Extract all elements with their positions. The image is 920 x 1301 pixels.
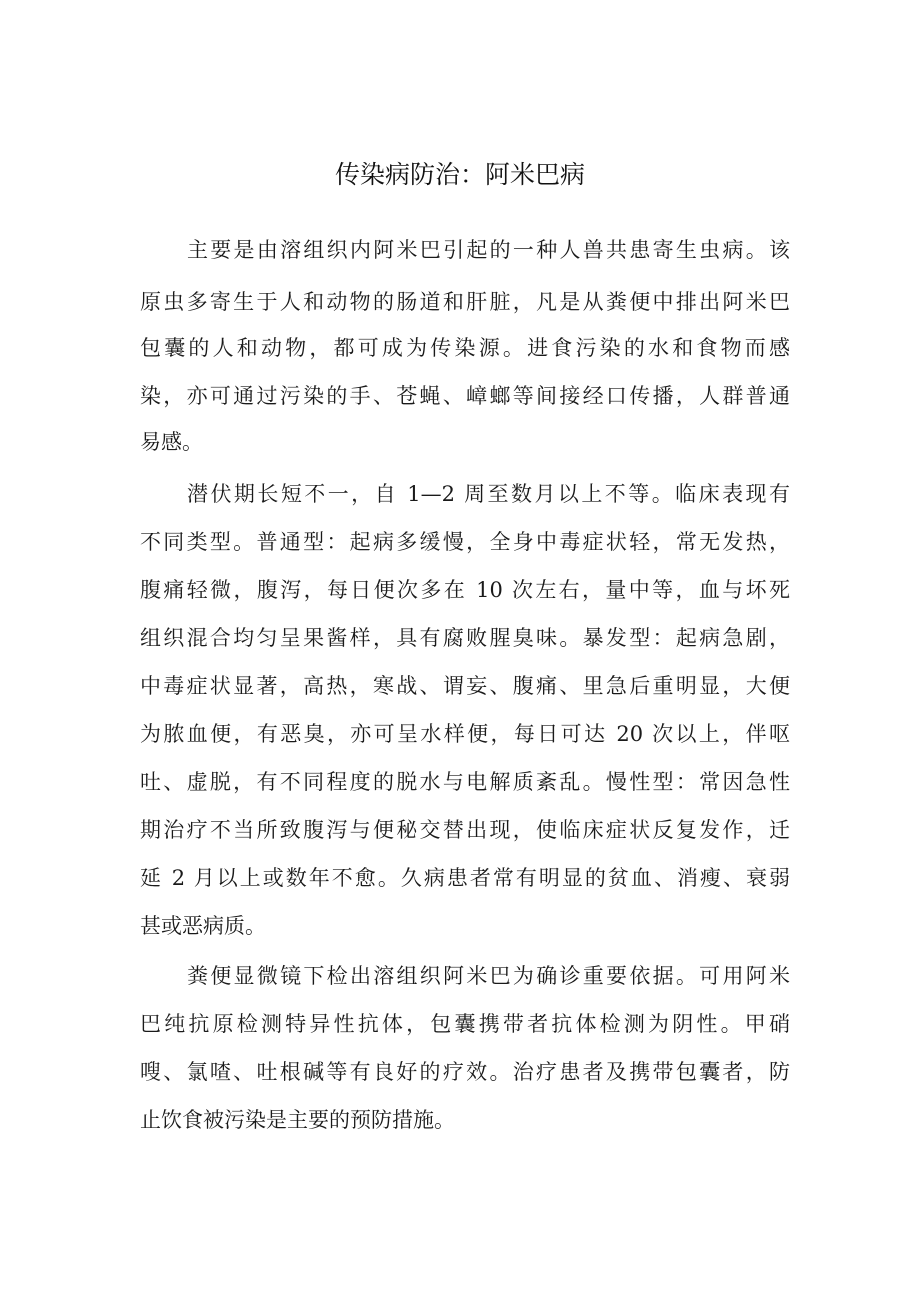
paragraph-2-line-5: 中毒症状显著，高热，寒战、谓妄、腹痛、里急后重明显，大便 bbox=[140, 674, 790, 698]
document-title: 传染病防治：阿米巴病 bbox=[334, 160, 585, 189]
paragraph-2-line-6: 为脓血便，有恶臭，亦可呈水样便，每日可达 20 次以上，伴呕 bbox=[140, 722, 790, 746]
paragraph-1-line-5: 易感。 bbox=[140, 430, 203, 454]
paragraph-2-line-4: 组织混合均匀呈果酱样，具有腐败腥臭味。暴发型：起病急剧， bbox=[140, 626, 790, 650]
paragraph-1-line-3: 包囊的人和动物，都可成为传染源。进食污染的水和食物而感 bbox=[140, 336, 790, 360]
paragraph-2-line-7: 吐、虚脱，有不同程度的脱水与电解质紊乱。慢性型：常因急性 bbox=[140, 770, 790, 794]
paragraph-2-line-8: 期治疗不当所致腹泻与便秘交替出现，使临床症状反复发作，迁 bbox=[140, 818, 790, 842]
paragraph-1-line-1: 主要是由溶组织内阿米巴引起的一种人兽共患寄生虫病。该 bbox=[187, 238, 790, 262]
paragraph-1-line-4: 染，亦可通过污染的手、苍蝇、嶂螂等间接经口传播，人群普通 bbox=[140, 384, 790, 408]
paragraph-2-line-9: 延 2 月以上或数年不愈。久病患者常有明显的贫血、消瘦、衰弱 bbox=[140, 866, 790, 890]
paragraph-2-line-1: 潜伏期长短不一，自 1—2 周至数月以上不等。临床表现有 bbox=[187, 482, 790, 506]
paragraph-1-line-2: 原虫多寄生于人和动物的肠道和肝脏，凡是从粪便中排出阿米巴 bbox=[140, 290, 790, 314]
paragraph-2-line-3: 腹痛轻微，腹泻，每日便次多在 10 次左右，量中等，血与坏死 bbox=[140, 578, 790, 602]
paragraph-3-line-2: 巴纯抗原检测特异性抗体，包囊携带者抗体检测为阴性。甲硝 bbox=[140, 1012, 790, 1036]
paragraph-3-line-3: 嗖、氯喳、吐根碱等有良好的疗效。治疗患者及携带包囊者，防 bbox=[140, 1060, 790, 1084]
paragraph-2-line-10: 甚或恶病质。 bbox=[140, 914, 266, 938]
paragraph-3-line-4: 止饮食被污染是主要的预防措施。 bbox=[140, 1108, 455, 1132]
paragraph-2-line-2: 不同类型。普通型：起病多缓慢，全身中毒症状轻，常无发热， bbox=[140, 530, 790, 554]
paragraph-3-line-1: 粪便显微镜下检出溶组织阿米巴为确诊重要依据。可用阿米 bbox=[187, 964, 790, 988]
